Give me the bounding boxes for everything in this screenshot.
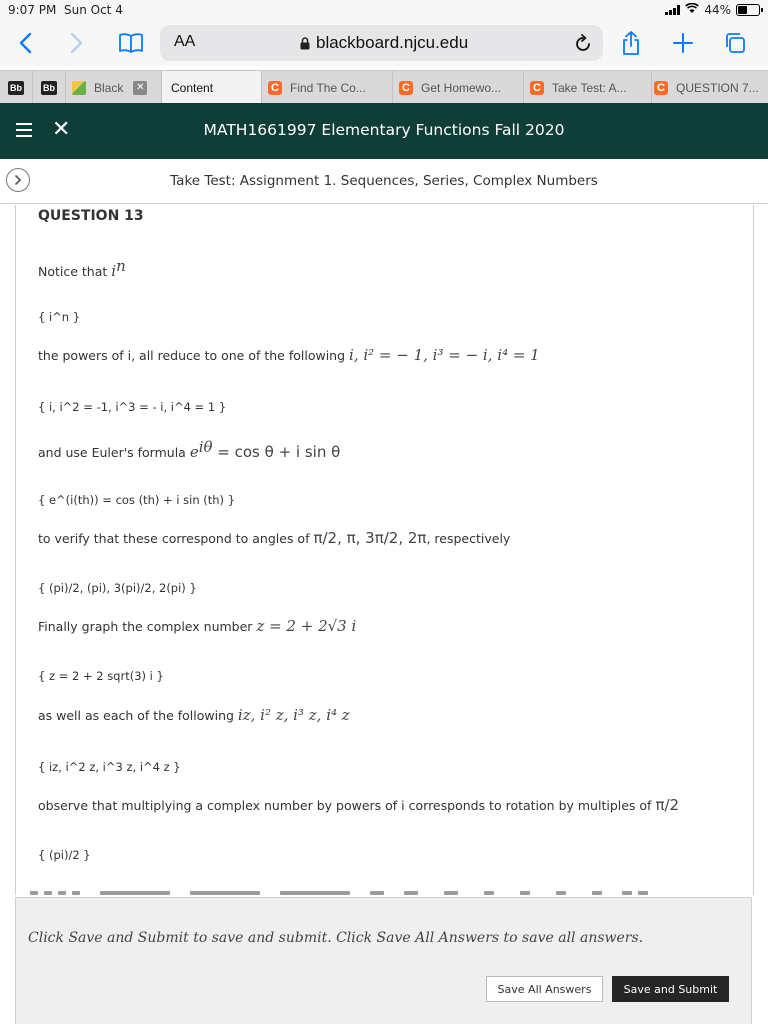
submit-instructions: Click Save and Submit to save and submit. Click Save All Answers to save all answers.	[28, 930, 644, 946]
back-button[interactable]	[10, 28, 40, 58]
line-text: the powers of i, all reduce to one of the following	[38, 348, 350, 363]
line-math: = cos θ + i sin θ	[212, 443, 341, 462]
close-tab-icon[interactable]: ✕	[133, 81, 147, 95]
reload-icon[interactable]	[574, 33, 592, 57]
question-source-5: { z = 2 + 2 sqrt(3) i }	[38, 669, 164, 683]
course-title: MATH1661997 Elementary Functions Fall 2020	[203, 121, 565, 139]
course-header	[0, 103, 768, 159]
line-superscript: n	[116, 257, 126, 275]
chegg-icon: C	[268, 81, 282, 95]
question-line-2	[38, 346, 540, 364]
status-date: Sun Oct 4	[64, 3, 123, 17]
url-display[interactable]	[300, 33, 468, 53]
close-icon[interactable]: ✕	[52, 117, 71, 142]
save-and-submit-button[interactable]: Save and Submit	[612, 976, 729, 1002]
share-icon	[621, 30, 641, 56]
tab-blackboard-2[interactable]	[33, 71, 66, 104]
tab-label: Take Test: A...	[552, 80, 627, 95]
question-source-1: { i^n }	[38, 310, 81, 324]
tab-take-test[interactable]	[524, 71, 652, 104]
tab-blackboard-1[interactable]	[0, 71, 33, 104]
tabs-icon	[723, 31, 747, 55]
chegg-icon: C	[654, 81, 668, 95]
share-button[interactable]	[616, 28, 646, 58]
question-title: QUESTION 13	[38, 208, 144, 224]
status-bar	[0, 0, 768, 20]
tab-black[interactable]	[66, 71, 162, 104]
line-math: π/2	[655, 796, 680, 814]
line-math: π/2, π, 3π/2, 2π	[313, 529, 427, 547]
plus-icon	[672, 32, 694, 54]
tab-question-7[interactable]	[652, 71, 768, 104]
status-indicators	[665, 3, 760, 17]
line-text: as well as each of the following	[38, 708, 238, 723]
question-source-6: { iz, i^2 z, i^3 z, i^4 z }	[38, 760, 181, 774]
bookmarks-button[interactable]	[116, 28, 146, 58]
pencil-icon	[72, 81, 86, 95]
tab-label: QUESTION 7...	[676, 80, 759, 95]
tab-overview-button[interactable]	[720, 28, 750, 58]
question-source-4: { (pi)/2, (pi), 3(pi)/2, 2(pi) }	[38, 581, 197, 595]
line-text: Finally graph the complex number	[38, 619, 257, 634]
line-math: i	[111, 262, 117, 281]
question-source-2: { i, i^2 = -1, i^3 = - i, i^4 = 1 }	[38, 400, 227, 414]
line-math: i, i² = − 1, i³ = − i, i⁴ = 1	[349, 346, 540, 364]
cellular-signal-icon	[665, 5, 680, 15]
question-source-3: { e^(i(th)) = cos (th) + i sin (th) }	[38, 493, 236, 507]
line-text: Notice that	[38, 264, 112, 280]
book-icon	[118, 32, 144, 54]
question-line-7	[38, 796, 679, 814]
line-math: e	[189, 443, 199, 462]
chegg-icon: C	[399, 81, 413, 95]
blackboard-icon: Bb	[43, 82, 55, 93]
question-panel	[15, 205, 754, 895]
blackboard-icon: Bb	[10, 82, 22, 93]
browser-toolbar	[0, 20, 768, 66]
tab-label: Get Homewo...	[421, 80, 502, 95]
chevron-left-icon	[18, 32, 32, 54]
question-line-1	[38, 257, 126, 280]
lock-icon	[300, 37, 310, 50]
tab-get-homework[interactable]	[393, 71, 524, 104]
editor-toolbar-strip	[30, 888, 720, 896]
url-text: blackboard.njcu.edu	[316, 33, 469, 52]
chevron-right-icon	[70, 32, 84, 54]
new-tab-button[interactable]	[668, 28, 698, 58]
wifi-icon	[685, 3, 699, 17]
reader-options-button[interactable]: AA	[174, 33, 196, 50]
tab-label: Content	[171, 80, 214, 95]
status-time: 9:07 PM	[8, 3, 57, 17]
battery-percent: 44%	[704, 3, 731, 17]
line-text: observe that multiplying a complex number by powers of i corresponds to rotation by multiples of	[38, 798, 656, 813]
tab-bar	[0, 70, 768, 104]
chegg-icon: C	[530, 81, 544, 95]
question-source-7: { (pi)/2 }	[38, 848, 91, 862]
line-text: to verify that these correspond to angles of	[38, 531, 314, 546]
line-text: , respectively	[426, 531, 511, 546]
breadcrumb-title: Take Test: Assignment 1. Sequences, Series, Complex Numbers	[170, 173, 598, 189]
line-superscript: iθ	[198, 438, 213, 456]
question-line-4	[38, 529, 510, 547]
tab-label: Find The Co...	[290, 80, 366, 95]
tab-find-the-co[interactable]	[262, 71, 393, 104]
line-math: z = 2 + 2√3 i	[256, 617, 357, 635]
question-line-5	[38, 617, 356, 635]
question-line-3	[38, 438, 340, 461]
submit-footer	[15, 897, 752, 1024]
tab-content[interactable]	[162, 71, 262, 104]
battery-level	[738, 6, 747, 14]
line-text: and use Euler's formula	[38, 445, 190, 461]
line-math: iz, i² z, i³ z, i⁴ z	[237, 706, 350, 724]
forward-button[interactable]	[62, 28, 92, 58]
tab-label: Black	[94, 80, 124, 95]
address-bar[interactable]	[160, 25, 603, 61]
question-line-6	[38, 706, 350, 724]
battery-icon	[736, 4, 760, 16]
save-all-answers-button[interactable]: Save All Answers	[486, 976, 603, 1002]
breadcrumb	[0, 159, 768, 204]
